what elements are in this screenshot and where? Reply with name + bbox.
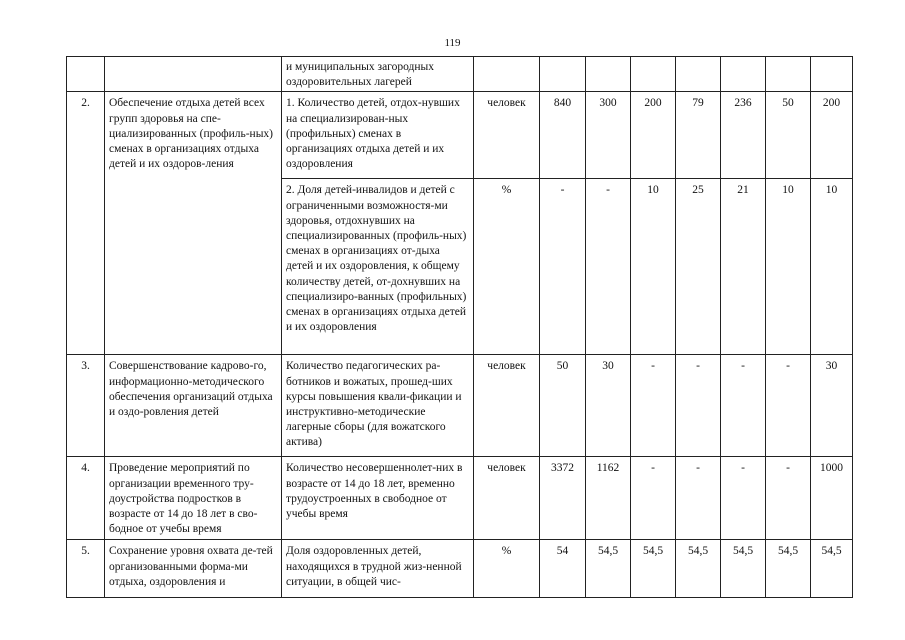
cell-value: [811, 57, 853, 92]
cell-value: 10: [766, 179, 811, 355]
cell-value: [631, 57, 676, 92]
cell-value: 79: [676, 92, 721, 179]
cell-indicator: Количество педагогических ра-ботников и вожатых, прошед-ших курсы повышения квали-фикации и инструктивно-методические лагерные сборы (для вожатского актива): [282, 355, 474, 457]
cell-value: 30: [586, 355, 631, 457]
cell-value: [721, 57, 766, 92]
cell-value: 200: [631, 92, 676, 179]
cell-measure: Проведение мероприятий по организации временного тру-доустройства подростков в возрасте от 14 до 18 лет в сво-бодное от учебы время: [105, 457, 282, 540]
cell-unit: человек: [474, 355, 540, 457]
cell-value: 54,5: [631, 540, 676, 598]
cell-value: 54,5: [676, 540, 721, 598]
cell-value: -: [586, 179, 631, 355]
cell-value: [540, 57, 586, 92]
program-indicators-table: [66, 56, 853, 598]
cell-indicator: и муниципальных загородных оздоровительных лагерей: [282, 57, 474, 92]
table-row: [67, 92, 853, 179]
page-number: 119: [444, 37, 461, 49]
cell-value: 25: [676, 179, 721, 355]
cell-value: 21: [721, 179, 766, 355]
cell-unit: %: [474, 540, 540, 598]
cell-value: 30: [811, 355, 853, 457]
cell-value: [676, 57, 721, 92]
cell-value: 236: [721, 92, 766, 179]
cell-value: [586, 57, 631, 92]
table-row: [67, 457, 853, 540]
cell-value: 50: [766, 92, 811, 179]
table-row: [67, 57, 853, 92]
cell-indicator: Доля оздоровленных детей, находящихся в трудной жиз-ненной ситуации, в общей чис-: [282, 540, 474, 598]
cell-measure: Совершенствование кадрово-го, информационно-методического обеспечения организаций отдыха и оздо-ровления детей: [105, 355, 282, 457]
cell-value: 50: [540, 355, 586, 457]
table-row: [67, 355, 853, 457]
cell-measure: Обеспечение отдыха детей всех групп здоровья на спе-циализированных (профиль-ных) сменах в организациях отдыха детей и их оздоров-ления: [105, 92, 282, 355]
cell-value: 200: [811, 92, 853, 179]
cell-measure: [105, 57, 282, 92]
cell-value: -: [631, 457, 676, 540]
cell-no: 4.: [67, 457, 105, 540]
cell-value: -: [676, 355, 721, 457]
cell-unit: человек: [474, 92, 540, 179]
cell-value: -: [721, 355, 766, 457]
cell-indicator: Количество несовершеннолет-них в возрасте от 14 до 18 лет, временно трудоустроенных в свободное от учебы время: [282, 457, 474, 540]
cell-value: -: [676, 457, 721, 540]
cell-no: 5.: [67, 540, 105, 598]
cell-value: 54,5: [721, 540, 766, 598]
cell-unit: человек: [474, 457, 540, 540]
cell-value: -: [540, 179, 586, 355]
cell-indicator: 2. Доля детей-инвалидов и детей с ограниченными возможностя-ми здоровья, отдохнувших на специализированных (профиль-ных) сменах в организациях от-дыха детей и их оздоровления, к общему количеству детей, от-дохнувших на специализиро-ванных (профильных) сменах в организациях отдыха детей и их оздоровления: [282, 179, 474, 355]
cell-value: [766, 57, 811, 92]
cell-value: -: [721, 457, 766, 540]
cell-value: 10: [811, 179, 853, 355]
cell-value: 3372: [540, 457, 586, 540]
cell-value: 10: [631, 179, 676, 355]
cell-value: 54,5: [766, 540, 811, 598]
cell-unit: %: [474, 179, 540, 355]
cell-measure: Сохранение уровня охвата де-тей организованными форма-ми отдыха, оздоровления и: [105, 540, 282, 598]
cell-value: 300: [586, 92, 631, 179]
cell-no: 3.: [67, 355, 105, 457]
cell-indicator: 1. Количество детей, отдох-нувших на специализирован-ных (профильных) сменах в организациях отдыха детей и их оздоровления: [282, 92, 474, 179]
cell-value: -: [766, 457, 811, 540]
cell-unit: [474, 57, 540, 92]
cell-value: -: [631, 355, 676, 457]
cell-value: 54: [540, 540, 586, 598]
table-row: [67, 540, 853, 598]
cell-value: 1162: [586, 457, 631, 540]
cell-value: 1000: [811, 457, 853, 540]
cell-no: 2.: [67, 92, 105, 355]
cell-no: [67, 57, 105, 92]
cell-value: 54,5: [586, 540, 631, 598]
cell-value: 840: [540, 92, 586, 179]
cell-value: -: [766, 355, 811, 457]
cell-value: 54,5: [811, 540, 853, 598]
